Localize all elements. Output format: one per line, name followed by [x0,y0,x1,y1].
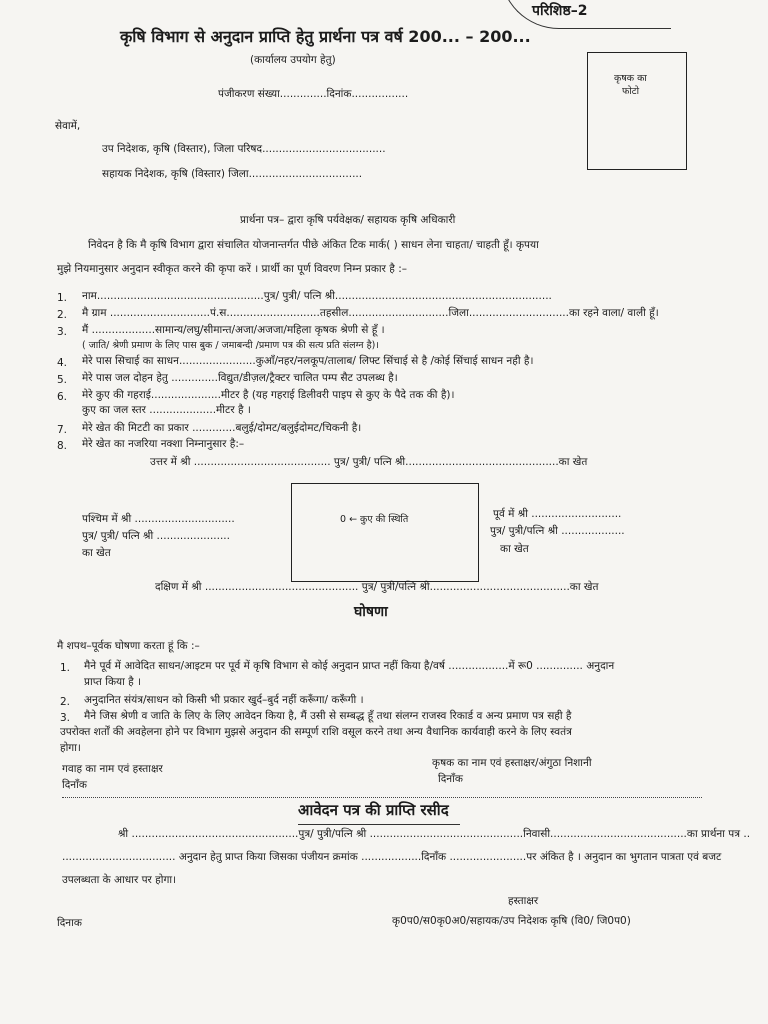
appendix-label: परिशिष्ठ–2 [532,3,588,19]
receipt-signature[interactable]: हस्ताक्षर [508,895,539,907]
item-text[interactable]: मैं ...................सामान्य/लघु/सीमान्त/अजा/अजजा/महिला कृषक श्रेणी से हूँ । [82,324,385,336]
map-east-2[interactable]: पुत्र/ पुत्री/पत्नि श्री ................... [490,525,625,537]
through-line: प्रार्थना पत्र– द्वारा कृषि पर्यवेक्षक/ सहायक कृषि अधिकारी [240,214,456,226]
declaration-title: घोषणा [354,604,388,620]
map-west-2[interactable]: पुत्र/ पुत्री/ पत्नि श्री ...................... [82,530,230,542]
item-num: 6. [57,391,68,403]
witness-signature[interactable]: गवाह का नाम एवं हस्ताक्षर [62,763,163,775]
photo-label-1: कृषक का [614,73,647,84]
receipt-line-3: उपलब्धता के आधार पर होगा। [62,874,177,886]
item-num: 5. [57,374,68,386]
registration-field[interactable]: पंजीकरण संख्या..............दिनांक................. [218,88,409,100]
declaration-point-1[interactable]: मैने पूर्व में आवेदित साधन/आइटम पर पूर्व में कृषि विभाग से कोई अनुदान प्राप्त नहीं किया है/वर्ष ..................में रू0 .............. अनुदान [84,660,615,672]
address-line-2[interactable]: सहायक निदेशक, कृषि (विस्तार) जिला.................................. [102,168,363,180]
declaration-point-3: मैने जिस श्रेणी व जाति के लिए के लिए आवेदन किया है, मैं उसी से सम्बद्ध हूँ तथा संलग्न राजस्व रिकार्ड व अन्य प्रमाण पत्र सही है [84,710,572,722]
declaration-num-2: 2. [60,696,71,708]
item-num: 4. [57,357,68,369]
salutation: सेवामें, [55,120,81,132]
declaration-point-3-cont: उपरोक्त शर्तों की अवहेलना होने पर विभाग मुझसे अनुदान की सम्पूर्ण राशि वसूल करने तथा अन्य वैधानिक कार्यवाही करने के लिए स्वतंत्र [60,726,572,738]
map-north[interactable]: उत्तर में श्री ......................................... पुत्र/ पुत्री/ पत्नि श्री..............................................का खेत [150,456,588,468]
map-west-1[interactable]: पश्चिम में श्री .............................. [82,513,235,525]
receipt-line-2[interactable]: .................................. अनुदान हेतु प्राप्त किया जिसका पंजीयन क्रमांक ..................दिनाँक .......................पर अंकित है । अनुदान का भुगतान पात्रता एवं बजट [62,851,722,863]
item-text: मेरे खेत का नजरिया नक्शा निम्नानुसार है:– [82,438,245,450]
map-east-3: का खेत [500,543,529,555]
declaration-point-2: अनुदानित संयंत्र/साधन को किसी भी प्रकार खुर्द–बुर्द नहीं करूँगा/ करूँगी । [84,694,364,706]
declaration-point-3-end: होगा। [60,742,81,754]
item-text[interactable]: मेरे पास जल दोहन हेतु ..............विद्युत/डीज़ल/ट्रैक्टर चालित पम्प सैट उपलब्ध है। [82,372,398,384]
request-line-1: निवेदन है कि मै कृषि विभाग द्वारा संचालित योजनान्तर्गत पीछे अंकित टिक मार्क( ) साधन लेना चाहता/ चाहती हूँ। कृपया [88,239,539,251]
well-location-box[interactable] [291,483,479,582]
item-num: 8. [57,440,68,452]
farmer-signature[interactable]: कृषक का नाम एवं हस्ताक्षर/अंगुठा निशानी [432,757,592,769]
farmer-date[interactable]: दिनाँक [438,773,463,785]
item-num: 1. [57,292,68,304]
item-text[interactable]: मेरे खेत की मिटटी का प्रकार .............बलुई/दोमट/बलुईदोमट/चिकनी है। [82,422,362,434]
declaration-num-3: 3. [60,712,71,724]
item-text: ( जाति/ श्रेणी प्रमाण के लिए पास बुक / जमाबन्दी /प्रमाण पत्र की सत्य प्रति संलग्न है)। [82,340,379,351]
declaration-point-1-cont: प्राप्त किया है । [84,676,142,688]
declaration-intro: मै शपथ–पूर्वक घोषणा करता हूं कि :– [57,640,200,652]
office-use-note: (कार्यालय उपयोग हेतु) [250,54,336,66]
item-num: 3. [57,326,68,338]
item-text[interactable]: नाम..................................................पुत्र/ पुत्री/ पत्नि श्री................................................................. [82,290,552,302]
witness-date[interactable]: दिनाँक [62,779,87,791]
photo-label-2: फोटो [622,86,640,97]
item-text[interactable]: मेरे कुए की गहराई.....................मीटर है (यह गहराई डिलीवरी पाइप से कुए के पैदे तक की है)। [82,389,455,401]
photo-box[interactable] [587,52,687,170]
receipt-authority: कृ0प0/स0कृ0अ0/सहायक/उप निदेशक कृषि (वि0/ जि0प0) [392,915,631,927]
form-title: कृषि विभाग से अनुदान प्राप्ति हेतु प्रार्थना पत्र वर्ष 200... – 200... [120,27,531,46]
well-location-label: 0 ← कुए की स्थिति [340,514,409,525]
item-num: 7. [57,424,68,436]
item-text[interactable]: मै ग्राम ..............................पं.स............................तहसील..............................जिला..............................का रहने वाला/ वाली हूँ। [82,307,659,319]
item-num: 2. [57,309,68,321]
receipt-line-1[interactable]: श्री ..................................................पुत्र/ पुत्री/पत्नि श्री ..............................................निवासी.........................................का प्रार्थना पत्र .. [118,828,751,840]
map-east-1[interactable]: पूर्व में श्री ........................... [493,508,622,520]
map-west-3: का खेत [82,547,111,559]
map-south[interactable]: दक्षिण में श्री .............................................. पुत्र/ पुत्री/पत्नि श्री..........................................का खेत [155,581,599,593]
item-text[interactable]: कुए का जल स्तर ....................मीटर है । [82,404,251,416]
declaration-num-1: 1. [60,662,71,674]
address-line-1[interactable]: उप निदेशक, कृषि (विस्तार), जिला परिषद..................................... [102,143,386,155]
request-line-2: मुझे नियमानुसार अनुदान स्वीकृत करने की कृपा करें । प्रार्थी का पूर्ण विवरण निम्न प्रकार है :– [57,263,407,275]
item-text[interactable]: मेरे पास सिचाई का साधन.......................कुआँ/नहर/नलकूप/तालाब/ लिफ्ट सिंचाई से है /कोई सिंचाई साधन नही है। [82,355,534,367]
receipt-title-underline [298,824,460,825]
divider [62,797,702,798]
receipt-title: आवेदन पत्र की प्राप्ति रसीद [298,801,449,819]
receipt-date[interactable]: दिनाक [57,917,82,929]
